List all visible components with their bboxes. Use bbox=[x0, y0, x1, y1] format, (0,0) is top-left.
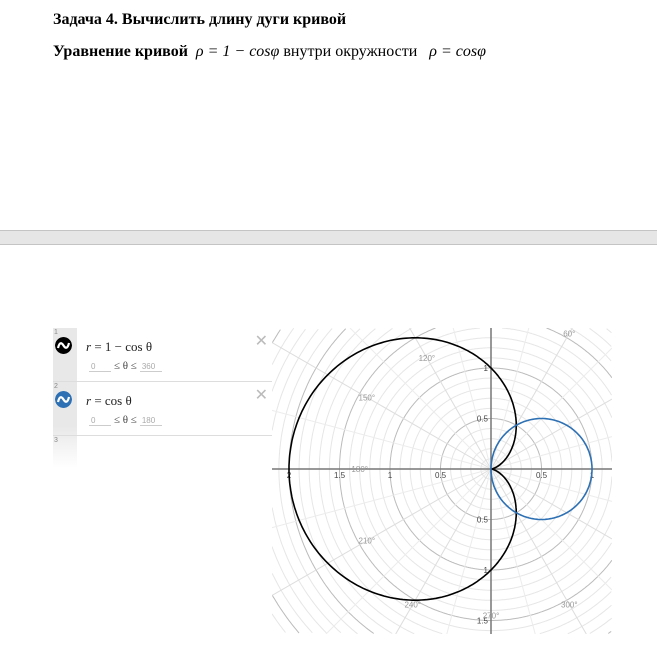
angle-label: 120° bbox=[418, 353, 436, 363]
x-tick-label: 0.5 bbox=[434, 471, 447, 480]
grid-spoke bbox=[491, 399, 612, 469]
page-separator bbox=[0, 230, 657, 245]
expression-index: 3 bbox=[54, 437, 58, 444]
grid-spoke bbox=[491, 348, 612, 469]
x-tick-label: 1 bbox=[589, 471, 595, 480]
grid-spoke bbox=[410, 328, 491, 469]
angle-label: 240° bbox=[404, 600, 421, 610]
curve-toggle-icon[interactable] bbox=[55, 391, 72, 408]
x-tick-label: 2 bbox=[286, 471, 292, 480]
theta-range bbox=[86, 360, 165, 372]
grid-circle bbox=[272, 329, 341, 633]
task-title: Задача 4. Вычислить длину дуги кривой bbox=[53, 11, 347, 28]
grid-circle bbox=[272, 614, 286, 633]
theta-min-input[interactable]: 0 bbox=[89, 416, 111, 426]
theta-label: ≤ θ ≤ bbox=[114, 360, 137, 372]
y-tick-label: 0.5 bbox=[476, 515, 488, 525]
x-tick-label: 1.5 bbox=[333, 471, 346, 480]
theta-label: ≤ θ ≤ bbox=[114, 414, 137, 426]
formula-lhs: r bbox=[86, 393, 92, 408]
grid-spoke bbox=[491, 469, 612, 590]
equation-label: Уравнение кривой bbox=[53, 43, 188, 60]
formula-rhs: cos θ bbox=[104, 393, 132, 408]
y-tick-label: 1.5 bbox=[476, 616, 488, 626]
expression-formula[interactable]: r = 1 − cos θ bbox=[86, 339, 153, 354]
angle-label: 300° bbox=[561, 600, 578, 610]
delete-expression-icon[interactable]: ✕ bbox=[254, 333, 268, 350]
x-tick-label: 1 bbox=[387, 471, 393, 480]
angle-label: 180° bbox=[351, 465, 368, 474]
y-tick-label: 1 bbox=[483, 364, 488, 373]
expression-index: 1 bbox=[54, 329, 58, 336]
polar-graph[interactable] bbox=[272, 328, 612, 634]
theta-min-input[interactable]: 0 bbox=[89, 362, 111, 372]
expression-list bbox=[53, 328, 272, 468]
angle-label: 270° bbox=[482, 611, 500, 621]
equation-line bbox=[53, 43, 486, 61]
grid-spoke bbox=[491, 328, 572, 469]
theta-max-input[interactable]: 360 bbox=[140, 362, 162, 372]
angle-label: 60° bbox=[563, 329, 576, 339]
expression-formula[interactable]: r = cos θ bbox=[86, 393, 132, 408]
grid-spoke bbox=[272, 410, 491, 469]
delete-expression-icon[interactable]: ✕ bbox=[254, 387, 268, 404]
angle-label: 210° bbox=[358, 536, 376, 546]
angle-label: 150° bbox=[358, 393, 376, 403]
grid-circle bbox=[286, 329, 611, 634]
theta-max-input[interactable]: 180 bbox=[140, 416, 162, 426]
grid-spoke bbox=[272, 469, 491, 528]
y-tick-label: 1 bbox=[483, 566, 488, 575]
expression-row-3[interactable] bbox=[53, 436, 272, 466]
equation-middle: внутри окружности bbox=[283, 43, 418, 60]
theta-range bbox=[86, 414, 165, 426]
y-tick-label: 0.5 bbox=[476, 414, 488, 424]
formula-rhs: 1 − cos θ bbox=[104, 339, 153, 354]
expression-row-1[interactable] bbox=[53, 328, 272, 382]
equation-cardioid: ρ = 1 − cosφ bbox=[195, 43, 280, 60]
curve-toggle-icon[interactable] bbox=[55, 337, 72, 354]
grid-circle bbox=[279, 329, 358, 634]
grid-circle bbox=[272, 328, 312, 633]
expression-index: 2 bbox=[54, 383, 58, 390]
equation-circle: ρ = cosφ bbox=[429, 43, 486, 60]
formula-lhs: r bbox=[86, 339, 92, 354]
x-tick-label: 0.5 bbox=[535, 471, 548, 480]
expression-row-2[interactable] bbox=[53, 382, 272, 436]
